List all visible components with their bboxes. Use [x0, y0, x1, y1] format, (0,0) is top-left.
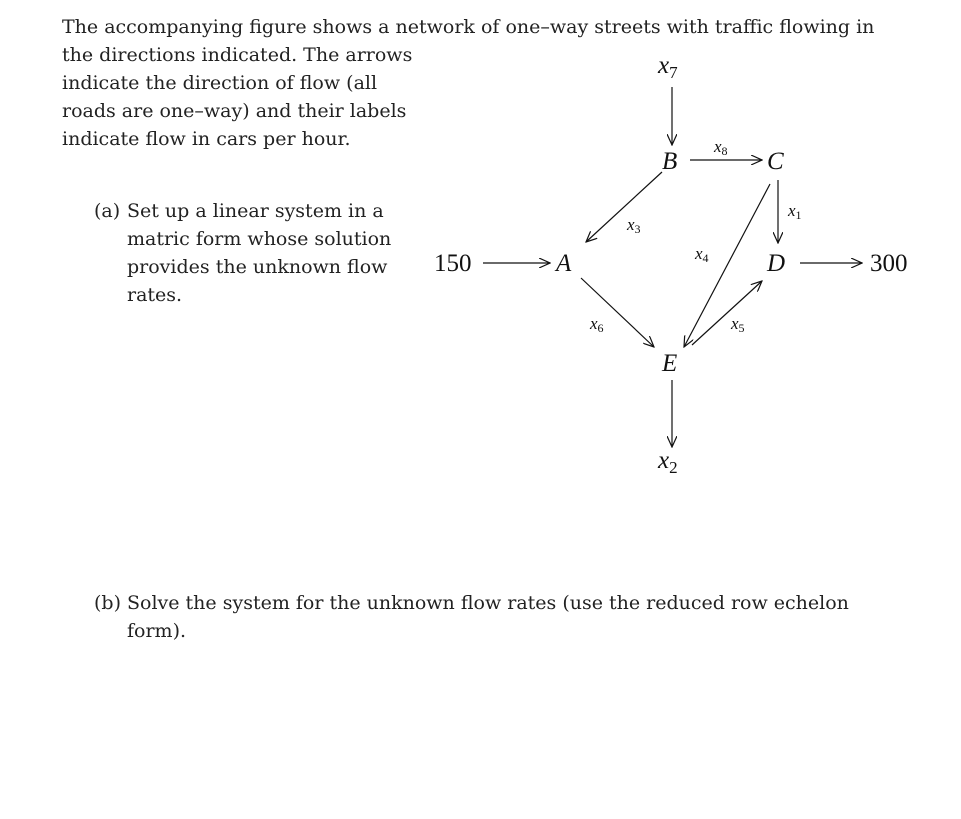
label-x5: x5 — [731, 314, 745, 335]
node-B: B — [662, 148, 678, 175]
inflow-150: 150 — [434, 250, 472, 277]
node-C: C — [767, 148, 784, 175]
intro-line-3: indicate the direction of flow (all — [62, 72, 378, 94]
part-a-line-1: Set up a linear system in a — [127, 200, 384, 222]
label-x2: $x_2$ — [658, 447, 678, 477]
part-a-line-4: rates. — [127, 284, 183, 306]
part-a-line-2: matric form whose solution — [127, 228, 392, 250]
node-D: D — [767, 250, 786, 277]
label-x3: x3 — [627, 215, 641, 236]
label-x1: x1 — [788, 201, 802, 222]
label-x7: $x_7$ — [658, 52, 678, 82]
intro-line-5: indicate flow in cars per hour. — [62, 128, 351, 150]
intro-line-2: the directions indicated. The arrows — [62, 44, 413, 66]
intro-line-4: roads are one–way) and their labels — [62, 100, 407, 122]
label-x8: x8 — [714, 137, 728, 158]
edge-B-to-A-x3 — [586, 172, 662, 242]
part-a-line-3: provides the unknown flow — [127, 256, 388, 278]
node-E: E — [662, 350, 678, 377]
label-x4: x4 — [695, 244, 709, 265]
intro-line-1: The accompanying figure shows a network of one–way streets with traffic flowing in — [62, 16, 875, 38]
outflow-300: 300 — [870, 250, 908, 277]
node-A: A — [556, 250, 572, 277]
part-b-label: (b) — [94, 592, 121, 614]
edge-A-to-E-x6 — [581, 278, 654, 347]
part-b-line-2: form). — [127, 620, 187, 642]
label-x6: x6 — [590, 314, 604, 335]
edge-C-to-E-x4 — [684, 184, 770, 347]
part-a-label: (a) — [94, 200, 121, 222]
part-b-line-1: Solve the system for the unknown flow rates (use the reduced row echelon — [127, 592, 849, 614]
